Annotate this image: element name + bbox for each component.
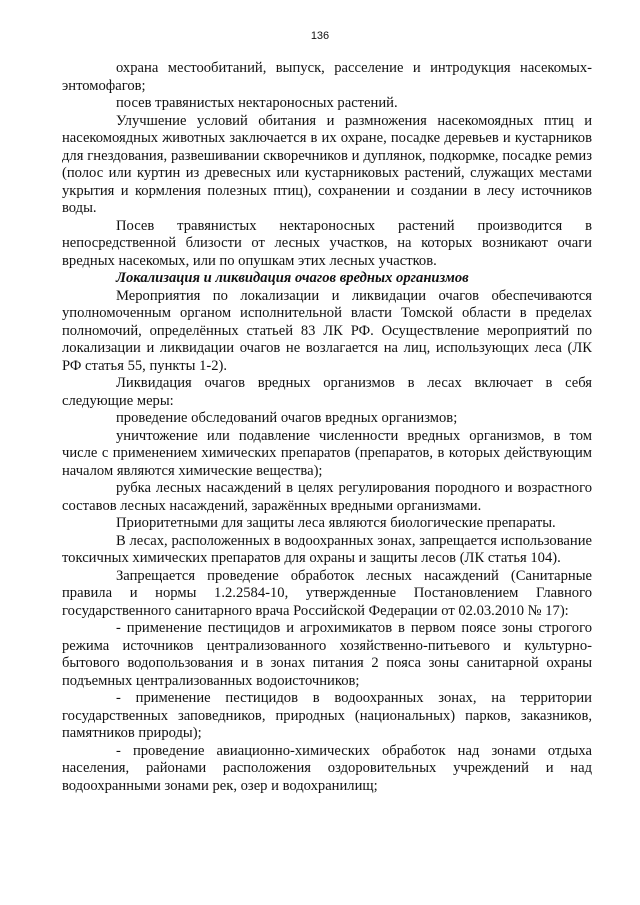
paragraph-10: Приоритетными для защиты леса являются биологические препараты. — [116, 515, 556, 531]
paragraph-2: посев травянистых нектароносных растений. — [116, 95, 398, 111]
paragraph-11: В лесах, расположенных в водоохранных зонах, запрещается использование токсичных химических препаратов для охраны и защиты лесов (ЛК статья 104). — [62, 532, 592, 566]
paragraph-9: рубка лесных насаждений в целях регулирования породного и возрастного составов лесных насаждений, заражённых вредными организмами. — [62, 480, 592, 514]
page-body — [62, 60, 592, 795]
paragraph-14: - применение пестицидов в водоохранных зонах, на территории государственных заповедников, природных (национальных) парков, заказников, памятников природы); — [62, 690, 592, 741]
paragraph-1: охрана местообитаний, выпуск, расселение и интродукция насекомых-энтомофагов; — [62, 60, 592, 94]
paragraph-6: Ликвидация очагов вредных организмов в лесах включает в себя следующие меры: — [62, 375, 592, 409]
paragraph-8: уничтожение или подавление численности вредных организмов, в том числе с применением химических препаратов (препаратов, в которых действующим началом являются химические вещества); — [62, 427, 592, 479]
paragraph-13: - применение пестицидов и агрохимикатов в первом поясе зоны строгого режима источников централизованного хозяйственно-питьевого и культурно-бытового водопользования и в зонах питания 2 пояса зоны санитарной охраны подъемных централизованных водоисточников; — [62, 620, 592, 689]
paragraph-12: Запрещается проведение обработок лесных насаждений (Санитарные правила и нормы 1.2.2584-10, утвержденные Постановлением Главного государственного санитарного врача Российской Федерации от 02.03.2010 № 17): — [62, 567, 592, 619]
paragraph-3: Улучшение условий обитания и размножения насекомоядных птиц и насекомоядных животных заключается в их охране, посадке деревьев и кустарников для гнездования, развешивании скворечников и дуплянок, подкормке, посадке ремиз (полос или куртин из древесных или кустарниковых растений, служащих местами укрытия и кормления полезных птиц), сохранении и создании в лесу источников воды. — [62, 112, 592, 216]
section-heading: Локализация и ликвидация очагов вредных организмов — [116, 270, 469, 286]
paragraph-7: проведение обследований очагов вредных организмов; — [116, 410, 458, 426]
paragraph-5: Мероприятия по локализации и ликвидации очагов обеспечиваются уполномоченным органом исполнительной власти Томской области в пределах полномочий, определённых статьей 83 ЛК РФ. Осуществление мероприятий по локализации и ликвидации очагов не возлагается на лиц, использующих леса (ЛК РФ статья 55, пункты 1-2). — [62, 287, 592, 374]
paragraph-4: Посев травянистых нектароносных растений производится в непосредственной близости от лесных участков, на которых возникают очаги вредных насекомых, или по опушкам этих лесных участков. — [62, 217, 592, 269]
page-number: 136 — [310, 30, 330, 42]
paragraph-15: - проведение авиационно-химических обработок над зонами отдыха населения, районами расположения оздоровительных учреждений и над водоохранными зонами рек, озер и водохранилищ; — [62, 742, 592, 794]
